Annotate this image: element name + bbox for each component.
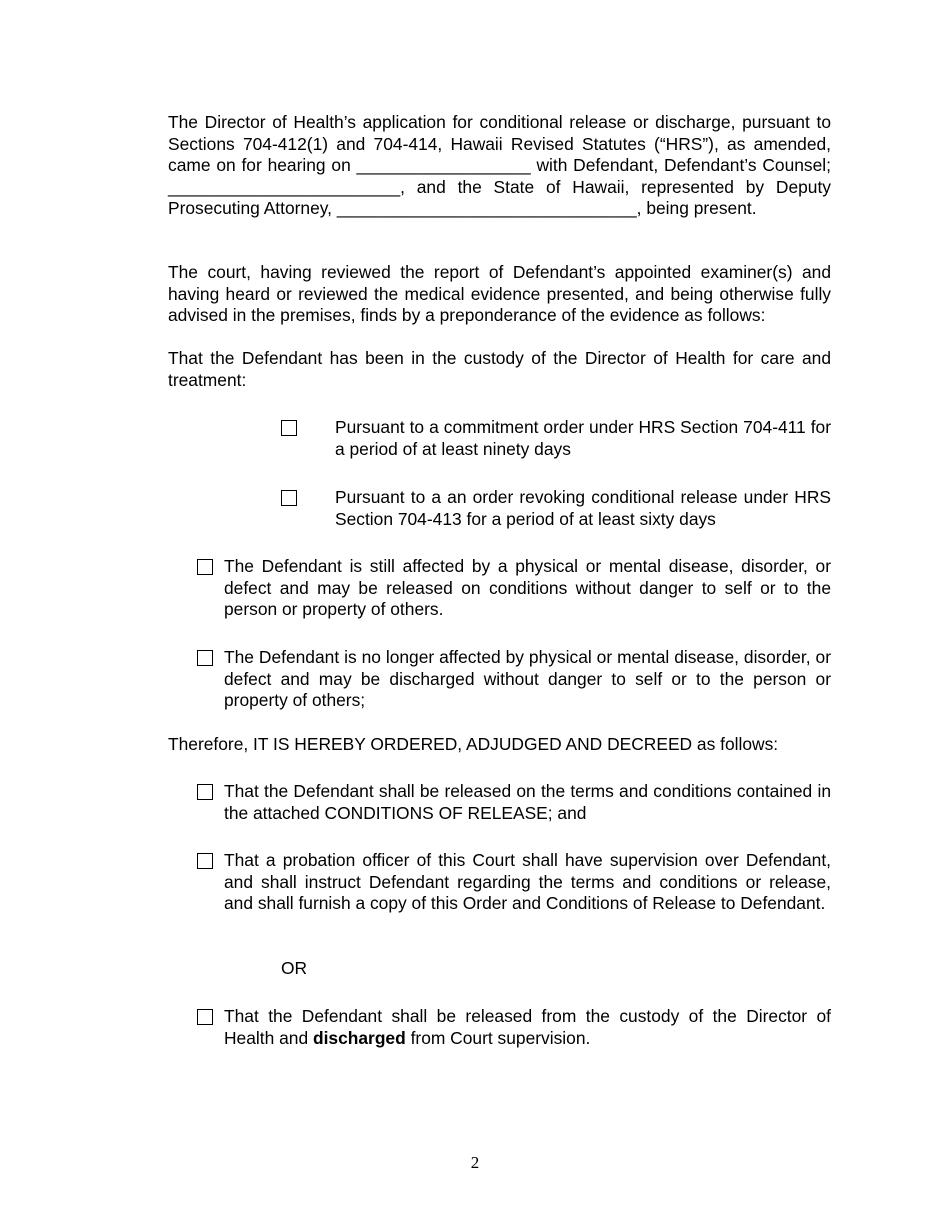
custody-option-text: Pursuant to a an order revoking conditional release under HRS Section 704-413 for a period of at least sixty days xyxy=(335,487,831,529)
order-option-text xyxy=(224,1006,831,1049)
checkbox[interactable] xyxy=(281,420,297,436)
hearing-paragraph: The Director of Health’s application for conditional release or discharge, pursuant to Sections 704-412(1) and 704-414, Hawaii Revised Statutes (“HRS”), as amended, came on for hearing on __________________ with Defendant, Defendant’s Counsel; ________________________, and the State of Hawaii, represented by Deputy Prosecuting Attorney, _______________________________, being present. xyxy=(168,112,831,219)
finding-option-text: The Defendant is still affected by a physical or mental disease, disorder, or defect and may be released on conditions without danger to self or to the person or property of others. xyxy=(224,556,831,620)
discharge-prefix: That the Defendant shall be released from the custody of the Director of Health and xyxy=(224,1006,831,1048)
custody-option-text: Pursuant to a commitment order under HRS Section 704-411 for a period of at least ninety days xyxy=(335,417,831,459)
discharge-suffix: from Court supervision. xyxy=(405,1027,591,1048)
checkbox[interactable] xyxy=(281,490,297,506)
therefore-clause: Therefore, IT IS HEREBY ORDERED, ADJUDGED AND DECREED as follows: xyxy=(168,734,779,754)
page-number: 2 xyxy=(470,1153,480,1172)
checkbox[interactable] xyxy=(197,1009,213,1025)
finding-option-text: The Defendant is no longer affected by physical or mental disease, disorder, or defect and may be discharged without danger to self or to the person or property of others; xyxy=(224,647,831,711)
custody-paragraph: That the Defendant has been in the custody of the Director of Health for care and treatment: xyxy=(168,348,831,390)
discharged-emphasis: discharged xyxy=(312,1027,406,1048)
checkbox[interactable] xyxy=(197,559,213,575)
checkbox[interactable] xyxy=(197,784,213,800)
findings-intro-paragraph: The court, having reviewed the report of Defendant’s appointed examiner(s) and having heard or reviewed the medical evidence presented, and being otherwise fully advised in the premises, finds by a preponderance of the evidence as follows: xyxy=(168,262,831,326)
order-option-text: That a probation officer of this Court shall have supervision over Defendant, and shall instruct Defendant regarding the terms and conditions or release, and shall furnish a copy of this Order and Conditions of Release to Defendant. xyxy=(224,850,831,914)
order-option-text: That the Defendant shall be released on the terms and conditions contained in the attached CONDITIONS OF RELEASE; and xyxy=(224,781,831,823)
checkbox[interactable] xyxy=(197,853,213,869)
checkbox[interactable] xyxy=(197,650,213,666)
or-label: OR xyxy=(281,958,308,978)
